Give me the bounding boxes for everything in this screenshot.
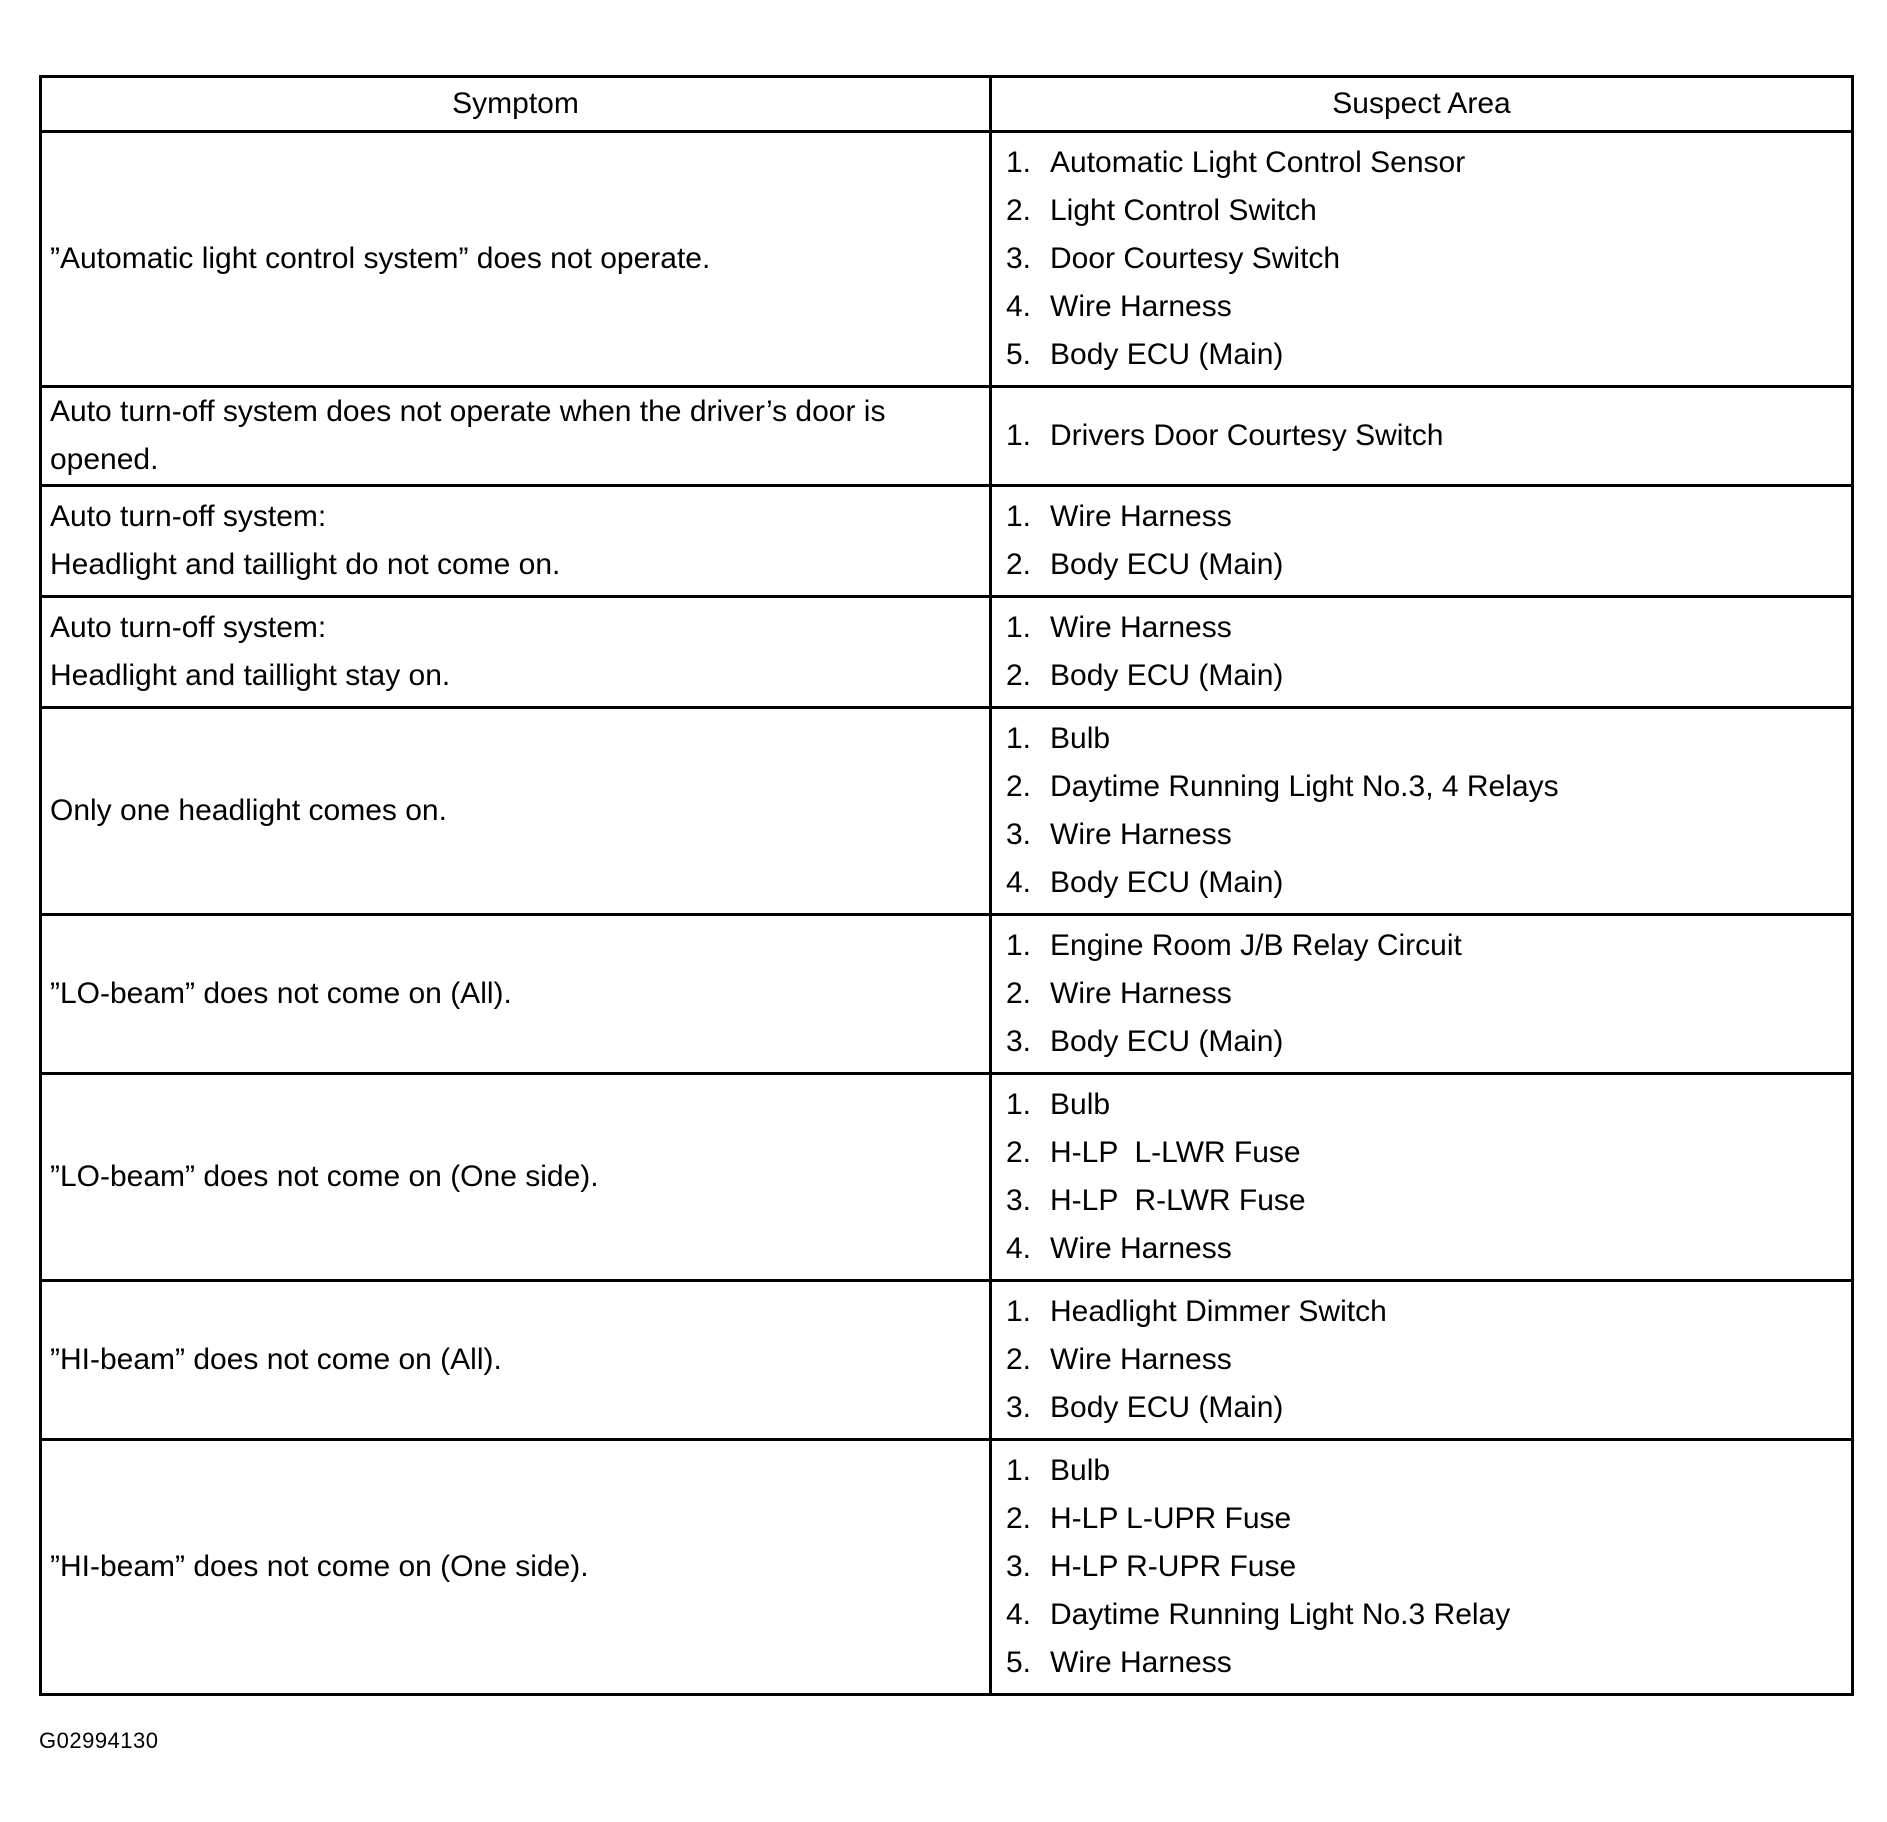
suspect-item-label: Wire Harness — [1050, 977, 1232, 1010]
suspect-item-number: 1. — [1006, 929, 1032, 962]
suspect-item-number: 2. — [1006, 977, 1032, 1010]
symptom-cell — [41, 597, 991, 708]
symptom-table — [39, 75, 1854, 1696]
suspect-item — [1006, 1177, 1843, 1225]
suspect-item-number: 3. — [1006, 1550, 1032, 1583]
suspect-item — [1006, 1018, 1843, 1066]
suspect-item — [1006, 763, 1843, 811]
symptom-text: Only one headlight comes on. — [50, 794, 447, 827]
symptom-cell — [41, 486, 991, 597]
symptom-cell — [41, 1281, 991, 1440]
suspect-item-label: Wire Harness — [1050, 611, 1232, 644]
suspect-item — [1006, 235, 1843, 283]
suspect-list — [1006, 493, 1843, 589]
suspect-item-number: 2. — [1006, 548, 1032, 581]
suspect-area-cell — [991, 915, 1853, 1074]
suspect-item-number: 2. — [1006, 1502, 1032, 1535]
suspect-item — [1006, 541, 1843, 589]
table-row — [41, 1281, 1853, 1440]
symptom-table-container — [39, 75, 1851, 1696]
suspect-item-label: Engine Room J/B Relay Circuit — [1050, 929, 1462, 962]
suspect-item — [1006, 1495, 1843, 1543]
symptom-text: Auto turn-off system: — [50, 611, 327, 644]
suspect-item-number: 1. — [1006, 1295, 1032, 1328]
suspect-item-number: 4. — [1006, 1598, 1032, 1631]
suspect-item-label: Automatic Light Control Sensor — [1050, 146, 1466, 179]
suspect-item-label: Wire Harness — [1050, 1343, 1232, 1376]
table-row — [41, 387, 1853, 486]
suspect-item-number: 1. — [1006, 722, 1032, 755]
suspect-item — [1006, 1543, 1843, 1591]
suspect-item — [1006, 1447, 1843, 1495]
suspect-list — [1006, 604, 1843, 700]
suspect-item-number: 1. — [1006, 1454, 1032, 1487]
suspect-list — [1006, 1081, 1843, 1273]
suspect-item-label: Headlight Dimmer Switch — [1050, 1295, 1387, 1328]
suspect-list — [1006, 139, 1843, 379]
suspect-list — [1006, 1447, 1843, 1687]
suspect-area-column-header: Suspect Area — [991, 77, 1853, 132]
symptom-cell — [41, 1074, 991, 1281]
symptom-text: ”LO-beam” does not come on (One side). — [50, 1160, 599, 1193]
symptom-text: Auto turn-off system does not operate when the driver’s door is opened. — [50, 395, 886, 476]
table-row — [41, 132, 1853, 387]
suspect-item — [1006, 859, 1843, 907]
symptom-text: ”HI-beam” does not come on (One side). — [50, 1550, 589, 1583]
table-header-row — [41, 77, 1853, 132]
suspect-item — [1006, 493, 1843, 541]
suspect-item-label: Daytime Running Light No.3 Relay — [1050, 1598, 1511, 1631]
suspect-item-number: 3. — [1006, 1184, 1032, 1217]
suspect-item — [1006, 1288, 1843, 1336]
suspect-item-label: Bulb — [1050, 1088, 1111, 1121]
suspect-item-label: Wire Harness — [1050, 1232, 1232, 1265]
suspect-list — [1006, 412, 1843, 460]
suspect-item-label: Bulb — [1050, 722, 1111, 755]
symptom-cell — [41, 915, 991, 1074]
suspect-list — [1006, 715, 1843, 907]
suspect-item — [1006, 652, 1843, 700]
suspect-area-cell — [991, 597, 1853, 708]
suspect-item-number: 2. — [1006, 194, 1032, 227]
suspect-item — [1006, 412, 1843, 460]
suspect-item — [1006, 1384, 1843, 1432]
symptom-text: ”LO-beam” does not come on (All). — [50, 977, 512, 1010]
suspect-item-label: Drivers Door Courtesy Switch — [1050, 419, 1444, 452]
suspect-item — [1006, 811, 1843, 859]
suspect-item-number: 1. — [1006, 1088, 1032, 1121]
suspect-item — [1006, 187, 1843, 235]
suspect-item-number: 1. — [1006, 611, 1032, 644]
symptom-text: ”Automatic light control system” does not operate. — [50, 242, 711, 275]
suspect-item-number: 2. — [1006, 1343, 1032, 1376]
symptom-cell — [41, 708, 991, 915]
suspect-item-label: Wire Harness — [1050, 1646, 1232, 1679]
suspect-item-label: Wire Harness — [1050, 500, 1232, 533]
suspect-area-cell — [991, 1281, 1853, 1440]
symptom-text: Headlight and taillight do not come on. — [50, 548, 561, 581]
suspect-item-number: 5. — [1006, 338, 1032, 371]
suspect-item — [1006, 139, 1843, 187]
figure-id: G02994130 — [39, 1728, 159, 1753]
suspect-item-label: Wire Harness — [1050, 290, 1232, 323]
suspect-area-cell — [991, 1440, 1853, 1695]
symptom-text: ”HI-beam” does not come on (All). — [50, 1343, 502, 1376]
suspect-item-label: Body ECU (Main) — [1050, 548, 1284, 581]
suspect-item — [1006, 922, 1843, 970]
suspect-item-number: 4. — [1006, 866, 1032, 899]
suspect-item — [1006, 283, 1843, 331]
table-row — [41, 1074, 1853, 1281]
symptom-text: Auto turn-off system: — [50, 500, 327, 533]
suspect-area-cell — [991, 387, 1853, 486]
symptom-cell — [41, 387, 991, 486]
suspect-item-label: Body ECU (Main) — [1050, 659, 1284, 692]
suspect-item — [1006, 1225, 1843, 1273]
suspect-item-label: Light Control Switch — [1050, 194, 1317, 227]
table-row — [41, 486, 1853, 597]
suspect-item-number: 1. — [1006, 419, 1032, 452]
table-row — [41, 597, 1853, 708]
suspect-item — [1006, 604, 1843, 652]
table-row — [41, 1440, 1853, 1695]
suspect-item — [1006, 1639, 1843, 1687]
suspect-item-label: Body ECU (Main) — [1050, 866, 1284, 899]
suspect-area-cell — [991, 486, 1853, 597]
suspect-item-number: 5. — [1006, 1646, 1032, 1679]
suspect-area-cell — [991, 1074, 1853, 1281]
suspect-item-number: 4. — [1006, 1232, 1032, 1265]
suspect-list — [1006, 1288, 1843, 1432]
table-body — [41, 132, 1853, 1695]
symptom-column-header: Symptom — [41, 77, 991, 132]
suspect-area-cell — [991, 132, 1853, 387]
suspect-item-number: 3. — [1006, 1391, 1032, 1424]
suspect-item-number: 2. — [1006, 1136, 1032, 1169]
suspect-item-label: Door Courtesy Switch — [1050, 242, 1341, 275]
suspect-item-label: Body ECU (Main) — [1050, 338, 1284, 371]
suspect-item-number: 2. — [1006, 770, 1032, 803]
suspect-item — [1006, 1081, 1843, 1129]
suspect-item-label: H-LP L-LWR Fuse — [1050, 1136, 1301, 1169]
suspect-area-cell — [991, 708, 1853, 915]
suspect-item-number: 1. — [1006, 146, 1032, 179]
suspect-item-label: H-LP L-UPR Fuse — [1050, 1502, 1292, 1535]
suspect-item — [1006, 1336, 1843, 1384]
suspect-item-label: Bulb — [1050, 1454, 1111, 1487]
suspect-item — [1006, 1591, 1843, 1639]
suspect-item — [1006, 1129, 1843, 1177]
suspect-item-number: 3. — [1006, 1025, 1032, 1058]
suspect-item-label: H-LP R-UPR Fuse — [1050, 1550, 1297, 1583]
suspect-list — [1006, 922, 1843, 1066]
suspect-item-number: 3. — [1006, 242, 1032, 275]
suspect-item-number: 1. — [1006, 500, 1032, 533]
suspect-item-number: 3. — [1006, 818, 1032, 851]
suspect-item — [1006, 715, 1843, 763]
symptom-text: Headlight and taillight stay on. — [50, 659, 451, 692]
suspect-item-label: Body ECU (Main) — [1050, 1391, 1284, 1424]
suspect-item-label: Wire Harness — [1050, 818, 1232, 851]
suspect-item-number: 4. — [1006, 290, 1032, 323]
table-row — [41, 915, 1853, 1074]
table-row — [41, 708, 1853, 915]
suspect-item-number: 2. — [1006, 659, 1032, 692]
symptom-cell — [41, 1440, 991, 1695]
symptom-cell — [41, 132, 991, 387]
suspect-item-label: Body ECU (Main) — [1050, 1025, 1284, 1058]
suspect-item-label: H-LP R-LWR Fuse — [1050, 1184, 1306, 1217]
suspect-item — [1006, 331, 1843, 379]
suspect-item — [1006, 970, 1843, 1018]
suspect-item-label: Daytime Running Light No.3, 4 Relays — [1050, 770, 1559, 803]
